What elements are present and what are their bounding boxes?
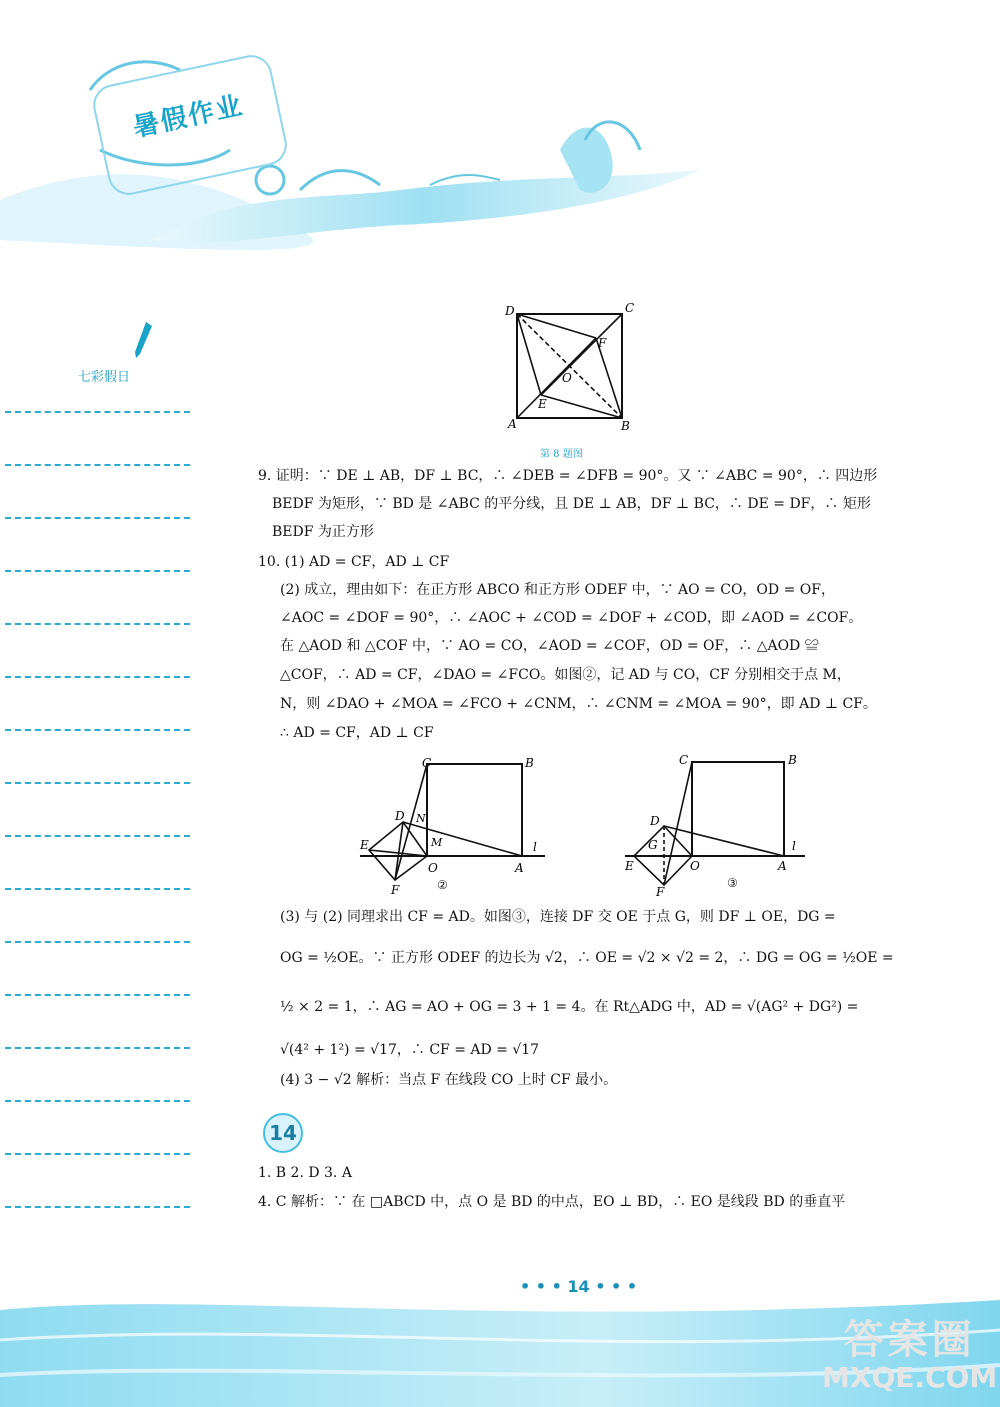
label-G: G [648, 838, 658, 852]
sidebar-dashed-line [5, 1047, 190, 1049]
label-O: O [428, 861, 438, 875]
label-F: F [598, 336, 607, 350]
q10-part2-line1: (2) 成立，理由如下：在正方形 ABCO 和正方形 ODEF 中，∵ AO = CO，OD = OF， [280, 582, 835, 598]
q10-part2-line6: ∴ AD = CF，AD ⊥ CF [280, 725, 434, 741]
sidebar-dashed-line [5, 676, 190, 678]
figure-8-diagram [500, 300, 645, 435]
sidebar-dashed-line [5, 941, 190, 943]
section-number-badge: 14 [263, 1113, 303, 1153]
watermark-logo-text: 答案圈 [843, 1317, 976, 1363]
label-E: E [538, 397, 547, 411]
q10-part2-line2: ∠AOC = ∠DOF = 90°，∴ ∠AOC + ∠COD = ∠DOF + ∠COD，即 ∠AOD = ∠COF。 [280, 610, 863, 626]
sidebar-dashed-line [5, 1206, 190, 1208]
label-A: A [778, 859, 787, 873]
q10-part3-line3: ½ × 2 = 1，∴ AG = AO + OG = 3 + 1 = 4。在 Rt△ADG 中，AD = √(AG² + DG²) = [280, 999, 859, 1015]
sidebar-dashed-line [5, 517, 190, 519]
q10-part4: (4) 3 − √2 解析：当点 F 在线段 CO 上时 CF 最小。 [280, 1072, 618, 1088]
q9-line1: 9. 证明：∵ DE ⊥ AB，DF ⊥ BC，∴ ∠DEB = ∠DFB = 90°。又 ∵ ∠ABC = 90°，∴ 四边形 [258, 468, 878, 484]
label-C: C [422, 756, 432, 770]
sidebar-dashed-line [5, 411, 190, 413]
section14-q4: 4. C 解析：∵ 在 □ABCD 中，点 O 是 BD 的中点，EO ⊥ BD，∴ EO 是线段 BD 的垂直平 [258, 1194, 846, 1210]
q9-line3: BEDF 为正方形 [272, 524, 374, 540]
sidebar-dashed-line [5, 835, 190, 837]
label-D: D [650, 814, 660, 828]
q9-line2: BEDF 为矩形，∵ BD 是 ∠ABC 的平分线，且 DE ⊥ AB，DF ⊥ BC，∴ DE = DF，∴ 矩形 [272, 496, 871, 512]
label-D: D [395, 809, 405, 823]
label-B: B [525, 756, 534, 770]
q10-part2-line3: 在 △AOD 和 △COF 中，∵ AO = CO，∠AOD = ∠COF，OD = OF，∴ △AOD ≌ [280, 638, 819, 654]
sidebar-dashed-line [5, 464, 190, 466]
label-A: A [508, 417, 517, 431]
figure-8-caption: 第 8 题图 [540, 449, 583, 460]
q10-part2-line4: △COF，∴ AD = CF，∠DAO = ∠FCO。如图②，记 AD 与 CO，CF 分别相交于点 M， [280, 667, 851, 683]
label-F: F [656, 885, 665, 899]
q10-part3-line4: √(4² + 1²) = √17，∴ CF = AD = √17 [280, 1042, 540, 1058]
label-B: B [621, 419, 630, 433]
sidebar-dashed-line [5, 994, 190, 996]
label-N: N [416, 812, 426, 825]
label-O: O [562, 371, 572, 385]
sidebar-dashed-line [5, 888, 190, 890]
watermark-url: MXQE.COM [822, 1361, 998, 1394]
label-O: O [690, 859, 700, 873]
figure-2-caption: ② [437, 878, 448, 892]
label-E: E [625, 859, 634, 873]
q10-part1: 10. (1) AD = CF，AD ⊥ CF [258, 554, 450, 570]
label-C: C [679, 753, 689, 767]
label-l: l [533, 840, 537, 854]
sidebar-dashed-line [5, 570, 190, 572]
watermark [822, 1318, 997, 1394]
q10-part3-line2: OG = ½OE。∵ 正方形 ODEF 的边长为 √2，∴ OE = √2 × √2 = 2，∴ DG = OG = ½OE = [280, 950, 894, 966]
figure-3-diagram [620, 750, 820, 900]
sidebar-label: 七彩假日 [78, 370, 131, 385]
figure-3-caption: ③ [727, 876, 738, 890]
page-number: • • • 14 • • • [520, 1277, 638, 1296]
label-l: l [792, 839, 796, 853]
sidebar-dashed-line [5, 623, 190, 625]
label-M: M [431, 836, 443, 849]
label-F: F [391, 883, 400, 897]
sidebar-dashed-line [5, 782, 190, 784]
pen-icon [132, 320, 154, 360]
sidebar-dashed-line [5, 1100, 190, 1102]
figure-2-diagram [355, 750, 555, 900]
sidebar-dashed-line [5, 1153, 190, 1155]
q10-part3-line1: (3) 与 (2) 同理求出 CF = AD。如图③，连接 DF 交 OE 于点 G，则 DF ⊥ OE，DG = [280, 909, 836, 925]
section14-answers: 1. B 2. D 3. A [258, 1165, 352, 1181]
header-title: 暑假作业 [130, 90, 247, 144]
label-D: D [505, 304, 515, 318]
label-A: A [515, 861, 524, 875]
label-E: E [360, 838, 369, 852]
sidebar-dashed-line [5, 729, 190, 731]
q10-part2-line5: N，则 ∠DAO + ∠MOA = ∠FCO + ∠CNM，∴ ∠CNM = ∠MOA = 90°，即 AD ⊥ CF。 [280, 696, 877, 712]
label-C: C [625, 301, 635, 315]
label-B: B [788, 753, 797, 767]
